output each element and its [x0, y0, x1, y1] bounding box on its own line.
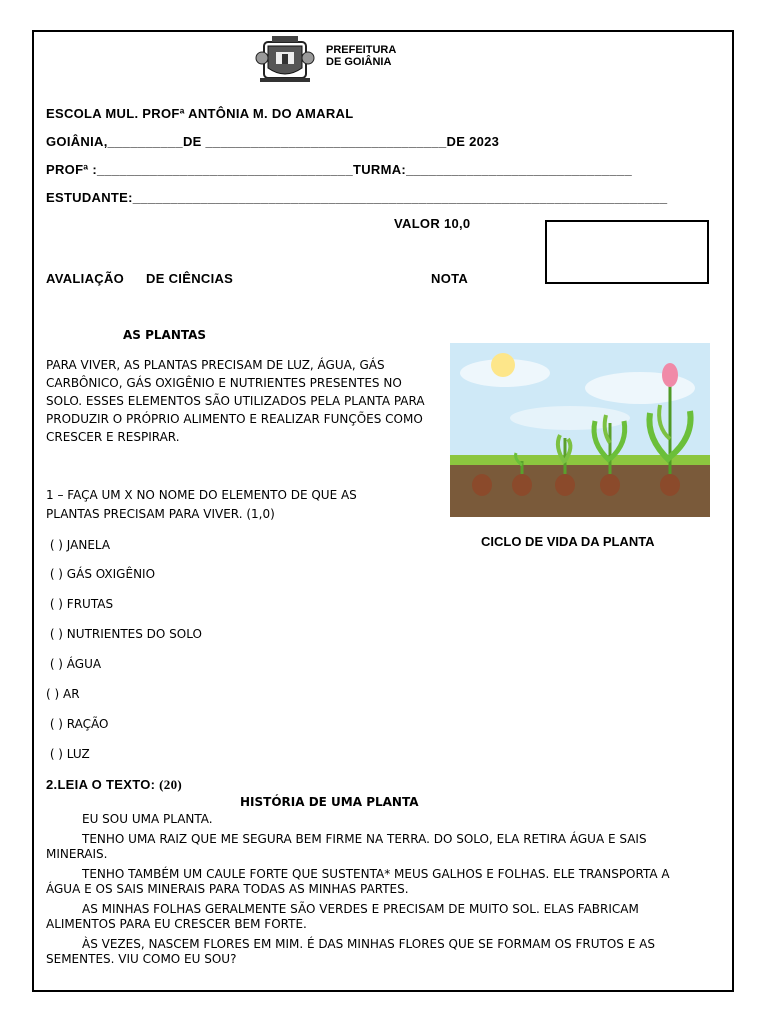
story-paragraph-3: TENHO TAMBÉM UM CAULE FORTE QUE SUSTENTA* MEUS GALHOS E FOLHAS. ELE TRANSPORTA A ÁGUA E OS SAIS MINERAIS PARA TODAS AS MINHAS PARTES.: [46, 867, 670, 896]
prefeitura-logo: [254, 34, 404, 84]
story-paragraph-2: TENHO UMA RAIZ QUE ME SEGURA BEM FIRME NA TERRA. DO SOLO, ELA RETIRA ÁGUA E SAIS MINERAIS.: [46, 832, 647, 861]
question-2-points: (20): [159, 777, 183, 792]
teacher-line: [46, 162, 632, 177]
sun-icon: [491, 353, 515, 377]
question-2-prompt: [46, 777, 182, 793]
question-1-prompt-line-1: 1 – FAÇA UM X NO NOME DO ELEMENTO DE QUE AS: [46, 488, 357, 502]
student-label: ESTUDANTE:: [46, 190, 133, 205]
logo-line-2: DE GOIÂNIA: [326, 56, 392, 68]
student-line: [46, 190, 667, 205]
option-luz[interactable]: ( ) LUZ: [46, 747, 90, 761]
class-label: TURMA:: [353, 162, 407, 177]
month-blank[interactable]: ________________________________: [205, 134, 447, 149]
tulip-flower-icon: [662, 363, 678, 387]
student-blank[interactable]: _______________________________________________________________________: [132, 190, 668, 205]
logo-line-1: PREFEITURA: [326, 44, 397, 56]
option-gas-oxigenio[interactable]: ( ) GÁS OXIGÊNIO: [46, 567, 156, 581]
day-blank[interactable]: __________: [107, 134, 183, 149]
teacher-blank[interactable]: __________________________________: [96, 162, 353, 177]
exam-title: [46, 271, 233, 286]
date-line: [46, 134, 499, 149]
grade-label: NOTA: [431, 271, 469, 286]
option-frutas[interactable]: ( ) FRUTAS: [46, 597, 114, 611]
option-agua[interactable]: ( ) ÁGUA: [46, 657, 102, 671]
option-racao[interactable]: ( ) RAÇÃO: [46, 717, 109, 731]
city-seal-icon: [254, 34, 316, 84]
question-1-prompt-line-2: PLANTAS PRECISAM PARA VIVER. (1,0): [46, 507, 275, 521]
question-2-label: 2.LEIA O TEXTO:: [46, 777, 156, 792]
intro-title: AS PLANTAS: [123, 328, 207, 342]
city-label: GOIÂNIA,: [46, 134, 108, 149]
year-label: DE 2023: [446, 134, 500, 149]
de-label: DE: [182, 134, 202, 149]
story-paragraph-1: EU SOU UMA PLANTA.: [82, 812, 213, 826]
class-blank[interactable]: ______________________________: [406, 162, 632, 177]
option-nutrientes-do-solo[interactable]: ( ) NUTRIENTES DO SOLO: [46, 627, 202, 641]
exam-title-1: AVALIAÇÃO: [46, 271, 125, 286]
exam-title-2: DE CIÊNCIAS: [146, 271, 234, 286]
teacher-label: PROFª :: [46, 162, 97, 177]
story-text: [46, 812, 706, 972]
plant-life-cycle-illustration: [450, 343, 710, 517]
value-label: VALOR 10,0: [394, 216, 471, 231]
story-title: HISTÓRIA DE UMA PLANTA: [240, 795, 419, 809]
intro-paragraph: PARA VIVER, AS PLANTAS PRECISAM DE LUZ, ÁGUA, GÁS CARBÔNICO, GÁS OXIGÊNIO E NUTRIENTES PRESENTES NO SOLO. ESSES ELEMENTOS SÃO UTILIZADOS PELA PLANTA PARA PRODUZIR O PRÓPRIO ALIMENTO E REALIZAR FUNÇÕES COMO CRESCER E RESPIRAR.: [46, 358, 425, 444]
figure-caption: CICLO DE VIDA DA PLANTA: [481, 534, 655, 549]
option-janela[interactable]: ( ) JANELA: [46, 538, 111, 552]
school-name: ESCOLA MUL. PROFª ANTÔNIA M. DO AMARAL: [46, 106, 354, 121]
option-ar[interactable]: ( ) AR: [46, 687, 80, 701]
story-paragraph-5: ÀS VEZES, NASCEM FLORES EM MIM. É DAS MINHAS FLORES QUE SE FORMAM OS FRUTOS E AS SEMENTES. VIU COMO EU SOU?: [46, 937, 655, 966]
grade-box[interactable]: [545, 220, 709, 284]
story-paragraph-4: AS MINHAS FOLHAS GERALMENTE SÃO VERDES E PRECISAM DE MUITO SOL. ELAS FABRICAM ALIMENTOS PARA EU CRESCER BEM FORTE.: [46, 902, 639, 931]
